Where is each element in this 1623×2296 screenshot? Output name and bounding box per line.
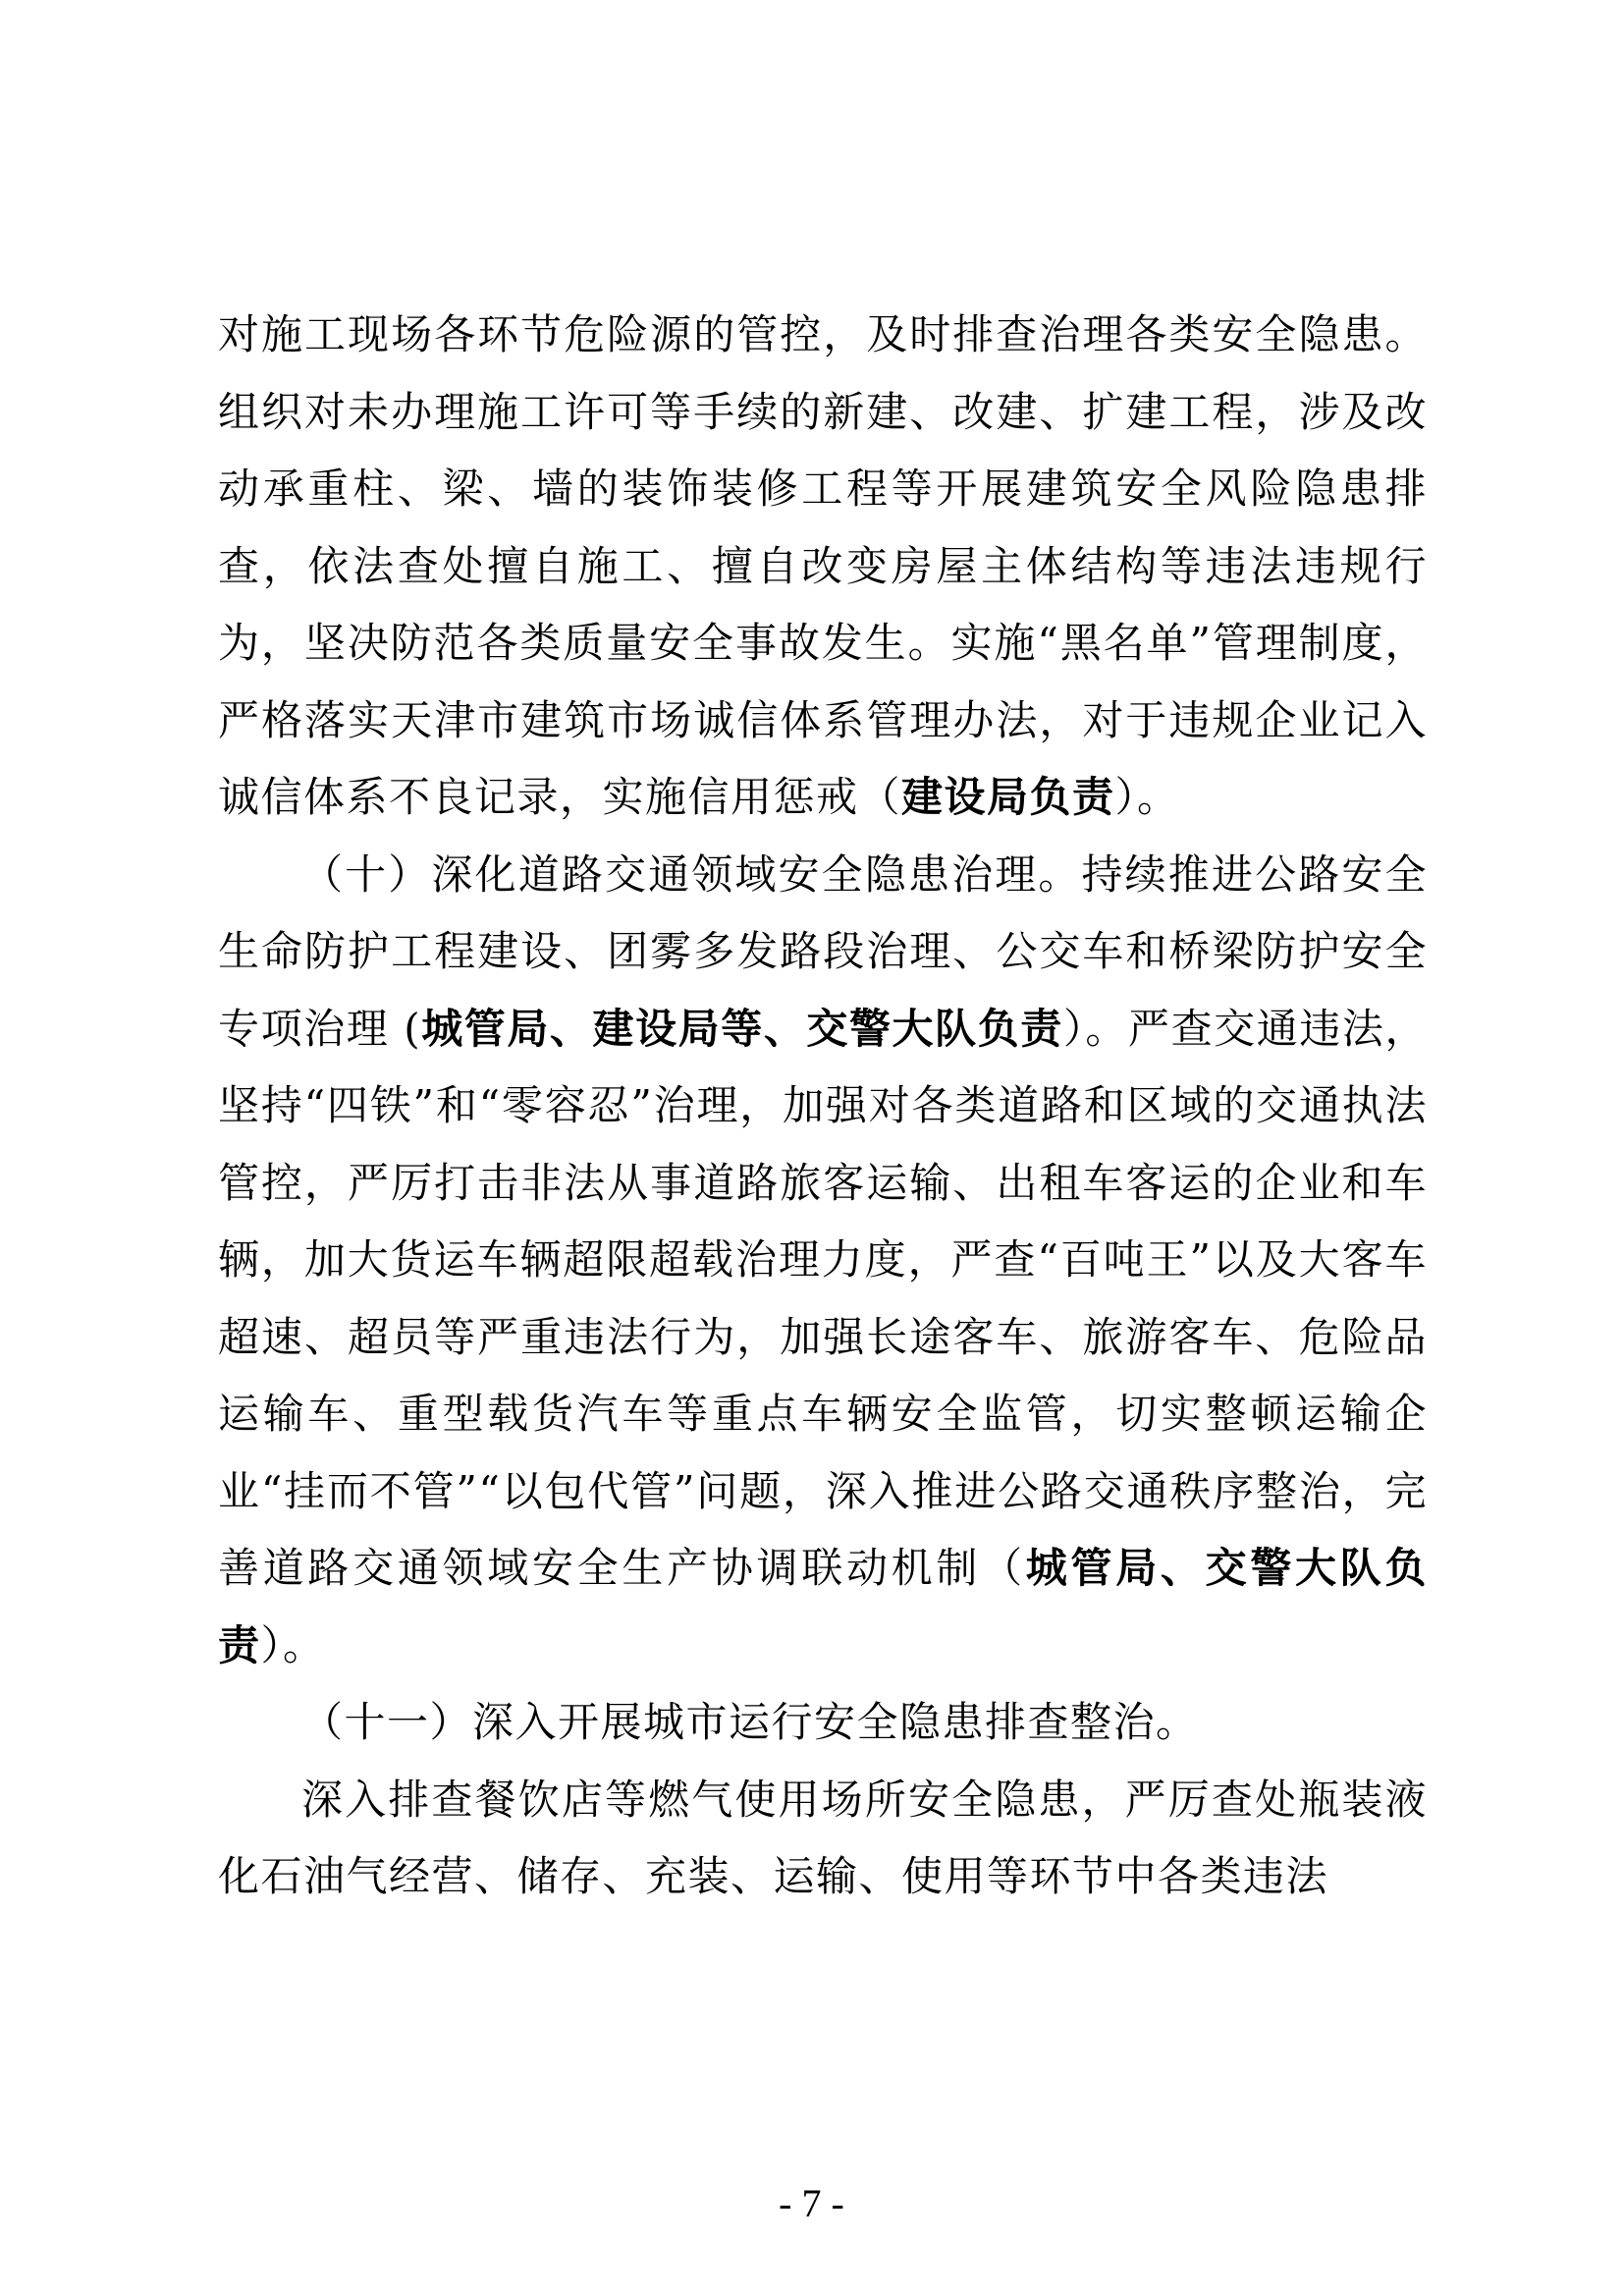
page-number: - 7 -: [779, 2181, 844, 2225]
responsible-unit: 城管局、建设局等、交警大队负责: [421, 1004, 1063, 1053]
paragraph-construction-safety: [218, 297, 1428, 837]
paragraph-tail: ）。: [1114, 773, 1180, 821]
responsible-unit: 城管局、交警大队负责: [218, 1544, 1428, 1669]
paragraph-text: ）。严查交通违法，坚持“四铁”和“零容忍”治理，加强对各类道路和区域的交通执法管控，严厉打击非法从事道路旅客运输、出租车客运的企业和车辆，加大货运车辆超限超载治理力度，严查“百吨王”以及大客车超速、超员等严重违法行为，加强长途客车、旅游客车、危险品运输车、重型载货汽车等重点车辆安全监管，切实整顿运输企业“挂而不管”“以包代管”问题，深入推进公路交通秩序整治，完善道路交通领域安全生产协调联动机制（: [218, 1004, 1428, 1592]
paragraph-text: 对施工现场各环节危险源的管控，及时排查治理各类安全隐患。组织对未办理施工许可等手续的新建、改建、扩建工程，涉及改动承重柱、梁、墙的装饰装修工程等开展建筑安全风险隐患排查，依法查处擅自施工、擅自改变房屋主体结构等违法违规行为，坚决防范各类质量安全事故发生。实施“黑名单”管理制度，严格落实天津市建筑市场诚信体系管理办法，对于违规企业记入诚信体系不良记录，实施信用惩戒（: [218, 310, 1428, 821]
document-body: [218, 297, 1428, 1916]
section-heading-urban-operation: （十一）深入开展城市运行安全隐患排查整治。: [301, 1698, 1199, 1746]
responsible-unit: 建设局负责: [901, 773, 1115, 821]
paragraph-road-traffic: [218, 837, 1428, 1685]
paragraph-gas-safety: 深入排查餐饮店等燃气使用场所安全隐患，严厉查处瓶装液化石油气经营、储存、充装、运输、使用等环节中各类违法: [218, 1775, 1428, 1900]
paragraph-text: （十）深化道路交通领域安全隐患治理。持续推进公路安全生命防护工程建设、团雾多发路段治理、公交车和桥梁防护安全专项治理 (: [218, 849, 1428, 1053]
paragraph-tail: ）。: [260, 1620, 326, 1669]
